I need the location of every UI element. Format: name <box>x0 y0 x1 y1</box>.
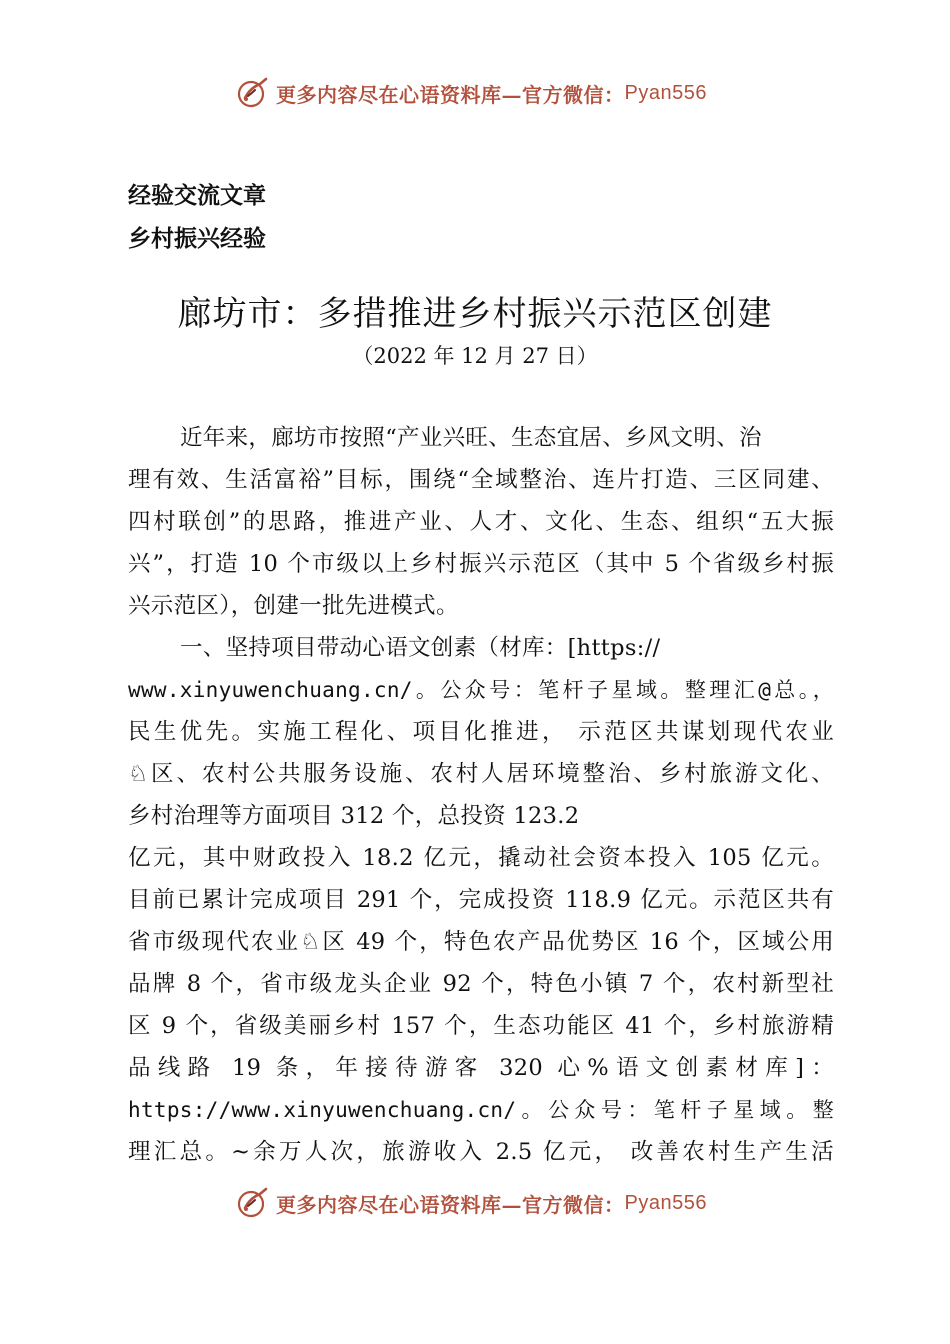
banner-text: 更多内容尽在心语资料库—官方微信： <box>276 82 625 107</box>
article-title: 廊坊市：多措推进乡村振兴示范区创建 <box>177 294 773 334</box>
header-banner <box>236 73 756 113</box>
body-line-13: 省市级现代农业♘区 49 个，特色农产品优势区 16 个，区域公用 <box>128 929 834 955</box>
brush-logo-icon <box>236 76 270 110</box>
body-line-11: 亿元，其中财政投入 18.2 亿元，撬动社会资本投入 105 亿元。 <box>128 845 834 871</box>
body-line-15: 区 9 个，省级美丽乡村 157 个，生态功能区 41 个，乡村旅游精 <box>128 1013 834 1039</box>
body-line-5: 兴示范区），创建一批先进模式。 <box>128 593 459 619</box>
body-line-12: 目前已累计完成项目 291 个，完成投资 118.9 亿元。示范区共有 <box>128 887 834 913</box>
body-line-6: 一、坚持项目带动心语文创素（材库：[https:// <box>180 635 661 661</box>
footer-banner <box>236 1183 756 1223</box>
body-line-18: 理汇总。~余万人次，旅游收入 2.5 亿元， 改善农村生产生活 <box>128 1139 834 1165</box>
body-line-7: www.xinyuwenchuang.cn/。公众号：笔杆子星域。整理汇@总。， <box>128 678 834 702</box>
body-line-1: 近年来，廊坊市按照“产业兴旺、生态宜居、乡风文明、治 <box>180 425 762 451</box>
body-line-14: 品牌 8 个，省市级龙头企业 92 个，特色小镇 7 个，农村新型社 <box>128 971 834 997</box>
banner-wechat-id: Pyan556 <box>624 1191 707 1214</box>
article-date: （2022 年 12 月 27 日） <box>352 344 598 368</box>
body-line-10: 乡村治理等方面项目 312 个，总投资 123.2 <box>128 803 580 829</box>
body-line-2: 理有效、生活富裕”目标，围绕“全域整治、连片打造、三区同建、 <box>128 467 834 493</box>
brush-logo-icon <box>236 1186 270 1220</box>
body-line-8: 民生优先。实施工程化、项目化推进， 示范区共谋划现代农业 <box>128 719 834 745</box>
body-line-16: 品线路 19 条，年接待游客 320 心%语文创素材库]： <box>128 1055 834 1081</box>
body-line-17: https://www.xinyuwenchuang.cn/。公众号：笔杆子星域。整 <box>128 1098 834 1122</box>
banner-wechat-id: Pyan556 <box>624 81 707 104</box>
banner-text: 更多内容尽在心语资料库—官方微信： <box>276 1192 625 1217</box>
category-heading: 经验交流文章 <box>128 183 266 209</box>
body-line-4: 兴”，打造 10 个市级以上乡村振兴示范区（其中 5 个省级乡村振 <box>128 551 834 577</box>
body-line-3: 四村联创”的思路，推进产业、人才、文化、生态、组织“五大振 <box>128 509 834 535</box>
subcategory-heading: 乡村振兴经验 <box>128 226 266 252</box>
body-line-9: ♘区、农村公共服务设施、农村人居环境整治、乡村旅游文化、 <box>128 761 834 787</box>
